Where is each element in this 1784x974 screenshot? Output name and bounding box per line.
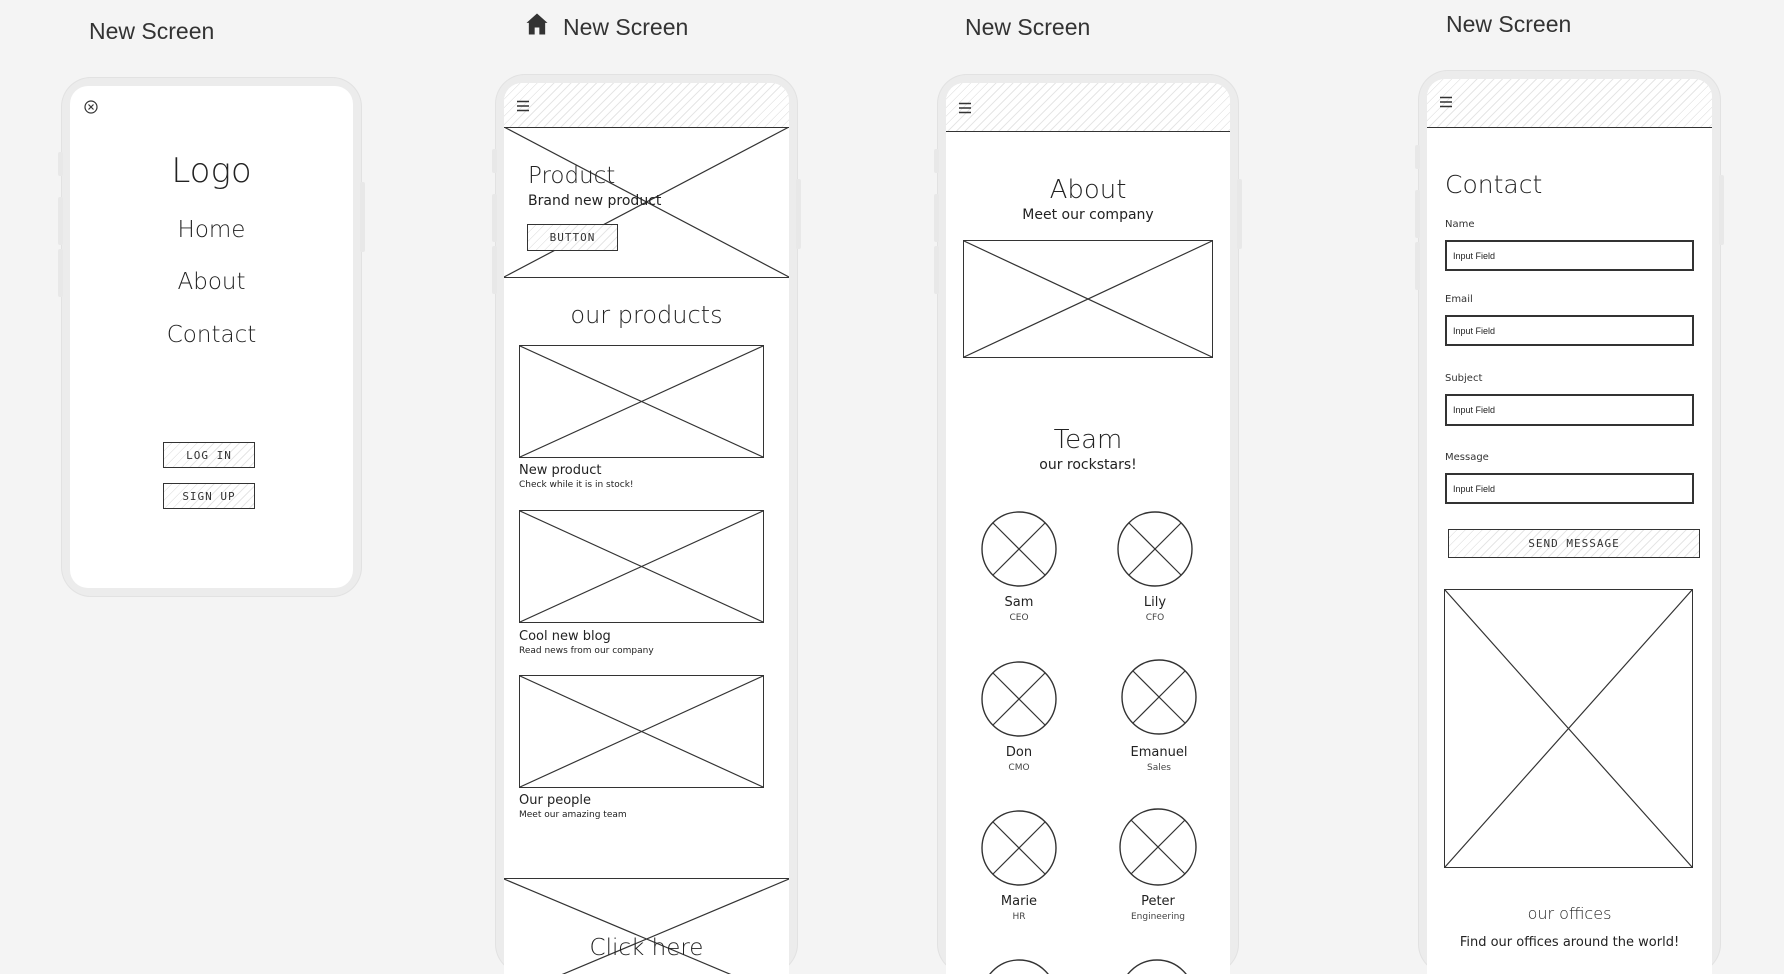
contact-title: Contact (1445, 170, 1543, 199)
about-title: About (1049, 175, 1127, 205)
member-avatar[interactable] (980, 510, 1058, 588)
product-image-3[interactable] (519, 675, 764, 788)
phone-frame-home (495, 74, 798, 974)
hero-button[interactable]: BUTTON (527, 224, 618, 251)
member-avatar[interactable] (1120, 658, 1198, 736)
phone-frame-contact (1418, 70, 1721, 974)
team-subtitle: our rockstars! (1039, 457, 1137, 473)
screen-label-4: New Screen (1446, 11, 1572, 37)
product-image-2[interactable] (519, 510, 764, 623)
menu-contact-link[interactable]: Contact (166, 322, 257, 348)
email-input[interactable]: Input Field (1445, 315, 1694, 346)
product-title-1: New product (519, 463, 602, 478)
member-name: Lily (1143, 595, 1167, 610)
message-input[interactable]: Input Field (1445, 473, 1694, 504)
hero-subtitle: Brand new product (528, 193, 662, 209)
hamburger-menu-icon[interactable] (516, 99, 530, 111)
cta-text[interactable]: Click here (589, 935, 704, 961)
phone-frame-about (937, 74, 1239, 974)
home-icon (523, 10, 551, 44)
product-desc-1: Check while it is in stock! (519, 480, 634, 490)
phone-frame-menu (61, 77, 362, 597)
offices-description: Find our offices around the world! (1459, 935, 1680, 950)
product-title-2: Cool new blog (519, 629, 611, 644)
home-screen (504, 83, 789, 974)
top-navbar (504, 83, 789, 128)
product-desc-2: Read news from our company (519, 646, 654, 656)
hamburger-menu-icon[interactable] (1439, 95, 1453, 107)
team-title: Team (1053, 425, 1123, 455)
member-name: Peter (1141, 894, 1175, 909)
member-avatar[interactable] (1118, 958, 1196, 974)
screen-label-1: New Screen (89, 18, 215, 44)
menu-home-link[interactable]: Home (177, 217, 246, 243)
subject-input[interactable]: Input Field (1445, 394, 1694, 426)
member-name: Don (1005, 745, 1033, 760)
about-image (963, 240, 1213, 358)
about-screen (946, 83, 1230, 974)
member-role: CMO (1008, 763, 1030, 773)
contact-screen (1427, 79, 1712, 974)
product-desc-3: Meet our amazing team (519, 810, 627, 820)
menu-about-link[interactable]: About (177, 269, 246, 295)
member-name: Emanuel (1130, 745, 1188, 760)
member-role: CEO (1009, 613, 1029, 623)
name-label: Name (1445, 219, 1475, 230)
logo: Logo (171, 151, 252, 191)
member-role: Sales (1147, 763, 1171, 773)
about-subtitle: Meet our company (1022, 207, 1154, 223)
member-role: HR (1012, 912, 1026, 922)
top-navbar (946, 83, 1230, 132)
message-label: Message (1445, 452, 1489, 463)
name-input[interactable]: Input Field (1445, 240, 1694, 271)
offices-title: our offices (1527, 904, 1612, 923)
member-avatar[interactable] (1116, 510, 1194, 588)
menu-screen (70, 86, 353, 588)
member-role: CFO (1145, 613, 1165, 623)
top-navbar (1427, 79, 1712, 128)
close-icon[interactable] (84, 100, 98, 114)
products-section-title: our products (570, 301, 723, 329)
hamburger-menu-icon[interactable] (958, 101, 972, 113)
product-title-3: Our people (519, 793, 592, 808)
member-avatar[interactable] (1118, 807, 1198, 887)
member-avatar[interactable] (980, 660, 1058, 738)
offices-map-image (1444, 589, 1693, 868)
signup-button[interactable]: SIGN UP (163, 483, 255, 509)
send-message-button[interactable]: SEND MESSAGE (1448, 529, 1700, 558)
member-avatar[interactable] (980, 809, 1058, 887)
screen-label-3: New Screen (965, 14, 1091, 40)
member-name: Marie (1000, 894, 1038, 909)
login-button[interactable]: LOG IN (163, 442, 255, 468)
email-label: Email (1445, 294, 1473, 305)
subject-label: Subject (1445, 373, 1483, 384)
member-name: Sam (1004, 595, 1034, 610)
screen-label-2: New Screen (523, 10, 688, 44)
member-role: Engineering (1131, 912, 1185, 922)
hero-title: Product (528, 163, 616, 189)
product-image-1[interactable] (519, 345, 764, 458)
member-avatar[interactable] (980, 958, 1058, 974)
